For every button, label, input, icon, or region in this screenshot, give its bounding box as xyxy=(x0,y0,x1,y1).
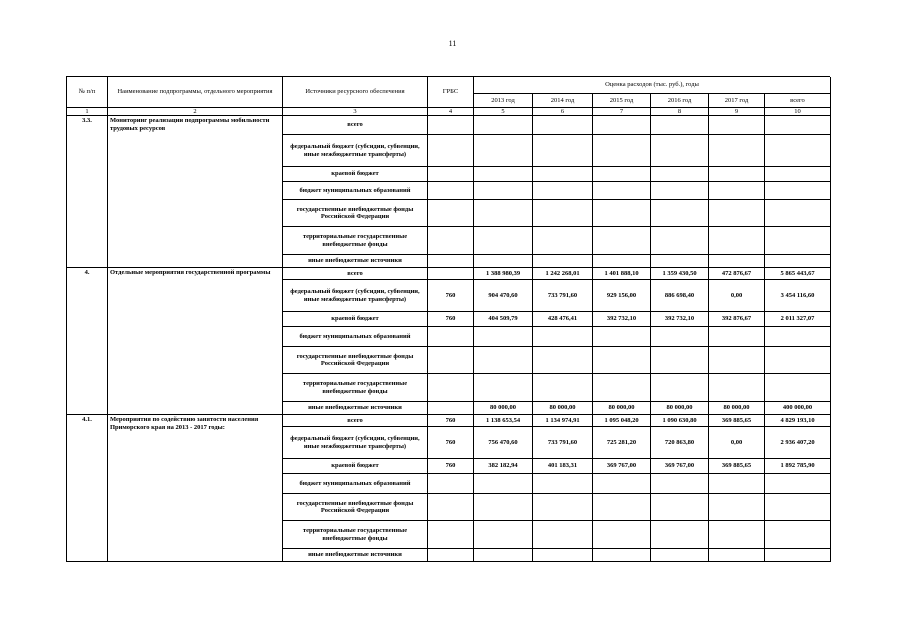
column-number: 3 xyxy=(283,108,428,116)
expenditure-table-grid xyxy=(66,76,830,562)
column-number: 5 xyxy=(474,108,533,116)
funding-source: государственные внебюджетные фонды Российской Федерации xyxy=(283,494,428,521)
header-total: всего xyxy=(765,94,831,108)
amount-cell xyxy=(765,549,831,562)
funding-source: территориальные государственные внебюджетные фонды xyxy=(283,521,428,549)
amount-cell xyxy=(533,200,593,227)
section-name: Мониторинг реализации подпрограммы мобильности трудовых ресурсов xyxy=(108,116,283,268)
amount-cell xyxy=(593,167,651,182)
amount-cell xyxy=(474,474,533,494)
amount-cell: 904 470,60 xyxy=(474,280,533,312)
amount-cell: 1 134 974,91 xyxy=(533,415,593,427)
funding-source: государственные внебюджетные фонды Российской Федерации xyxy=(283,347,428,374)
amount-cell: 2 011 327,07 xyxy=(765,312,831,327)
amount-cell xyxy=(765,255,831,268)
header-year-2014: 2014 год xyxy=(533,94,593,108)
amount-cell: 80 000,00 xyxy=(533,402,593,415)
amount-cell xyxy=(765,327,831,347)
amount-cell xyxy=(474,374,533,402)
amount-cell xyxy=(709,182,765,200)
amount-cell xyxy=(474,521,533,549)
funding-source: бюджет муниципальных образований xyxy=(283,182,428,200)
amount-cell xyxy=(593,116,651,135)
amount-cell xyxy=(533,374,593,402)
section-name: Отдельные мероприятия государственной программы xyxy=(108,268,283,415)
amount-cell: 2 936 407,20 xyxy=(765,427,831,459)
amount-cell xyxy=(651,200,709,227)
grbs-code xyxy=(428,347,474,374)
amount-cell xyxy=(474,227,533,255)
amount-cell: 0,00 xyxy=(709,427,765,459)
amount-cell xyxy=(651,494,709,521)
header-grbs: ГРБС xyxy=(428,77,474,108)
amount-cell: 472 876,67 xyxy=(709,268,765,280)
funding-source: всего xyxy=(283,116,428,135)
amount-cell xyxy=(533,494,593,521)
amount-cell xyxy=(709,200,765,227)
amount-cell: 1 242 268,01 xyxy=(533,268,593,280)
amount-cell xyxy=(593,474,651,494)
amount-cell xyxy=(533,549,593,562)
amount-cell: 392 732,10 xyxy=(593,312,651,327)
header-num: № п/п xyxy=(67,77,108,108)
amount-cell: 733 791,60 xyxy=(533,427,593,459)
amount-cell xyxy=(593,374,651,402)
amount-cell xyxy=(651,116,709,135)
amount-cell: 1 401 888,10 xyxy=(593,268,651,280)
amount-cell xyxy=(709,227,765,255)
grbs-code xyxy=(428,182,474,200)
grbs-code xyxy=(428,135,474,167)
amount-cell xyxy=(709,255,765,268)
amount-cell xyxy=(533,182,593,200)
grbs-code: 760 xyxy=(428,312,474,327)
amount-cell xyxy=(651,347,709,374)
amount-cell xyxy=(651,182,709,200)
expenditure-table xyxy=(66,76,830,562)
amount-cell xyxy=(474,116,533,135)
amount-cell xyxy=(533,474,593,494)
amount-cell: 369 767,00 xyxy=(593,459,651,474)
column-number: 8 xyxy=(651,108,709,116)
funding-source: иные внебюджетные источники xyxy=(283,549,428,562)
amount-cell xyxy=(765,116,831,135)
amount-cell xyxy=(474,347,533,374)
amount-cell xyxy=(593,327,651,347)
amount-cell: 756 470,60 xyxy=(474,427,533,459)
amount-cell xyxy=(651,549,709,562)
amount-cell xyxy=(593,549,651,562)
amount-cell: 369 767,00 xyxy=(651,459,709,474)
column-number: 10 xyxy=(765,108,831,116)
amount-cell xyxy=(533,135,593,167)
header-year-2016: 2016 год xyxy=(651,94,709,108)
amount-cell xyxy=(593,182,651,200)
section-number: 4.1. xyxy=(67,415,108,562)
funding-source: всего xyxy=(283,268,428,280)
amount-cell: 401 183,31 xyxy=(533,459,593,474)
amount-cell xyxy=(533,347,593,374)
amount-cell xyxy=(593,347,651,374)
grbs-code xyxy=(428,474,474,494)
grbs-code xyxy=(428,402,474,415)
amount-cell: 1 892 785,90 xyxy=(765,459,831,474)
amount-cell: 1 359 430,50 xyxy=(651,268,709,280)
header-year-2013: 2013 год xyxy=(474,94,533,108)
amount-cell xyxy=(709,347,765,374)
amount-cell xyxy=(593,200,651,227)
section-name: Мероприятия по содействию занятости населения Приморского края на 2013 - 2017 годы: xyxy=(108,415,283,562)
grbs-code xyxy=(428,116,474,135)
grbs-code: 760 xyxy=(428,427,474,459)
amount-cell xyxy=(593,227,651,255)
amount-cell xyxy=(651,135,709,167)
grbs-code: 760 xyxy=(428,280,474,312)
amount-cell: 400 000,00 xyxy=(765,402,831,415)
grbs-code: 760 xyxy=(428,459,474,474)
amount-cell xyxy=(474,182,533,200)
amount-cell xyxy=(651,255,709,268)
amount-cell xyxy=(651,374,709,402)
grbs-code xyxy=(428,255,474,268)
amount-cell xyxy=(651,521,709,549)
amount-cell xyxy=(709,167,765,182)
amount-cell xyxy=(765,494,831,521)
funding-source: федеральный бюджет (субсидии, субвенции, иные межбюджетные трансферты) xyxy=(283,427,428,459)
grbs-code xyxy=(428,200,474,227)
funding-source: территориальные государственные внебюджетные фонды xyxy=(283,227,428,255)
amount-cell xyxy=(474,494,533,521)
amount-cell xyxy=(765,474,831,494)
amount-cell xyxy=(651,474,709,494)
grbs-code: 760 xyxy=(428,415,474,427)
funding-source: территориальные государственные внебюджетные фонды xyxy=(283,374,428,402)
column-number: 2 xyxy=(108,108,283,116)
amount-cell: 733 791,60 xyxy=(533,280,593,312)
amount-cell xyxy=(533,327,593,347)
amount-cell: 392 876,67 xyxy=(709,312,765,327)
grbs-code xyxy=(428,549,474,562)
grbs-code xyxy=(428,327,474,347)
amount-cell: 1 138 653,54 xyxy=(474,415,533,427)
header-year-2015: 2015 год xyxy=(593,94,651,108)
grbs-code xyxy=(428,521,474,549)
header-name: Наименование подпрограммы, отдельного мероприятия xyxy=(108,77,283,108)
amount-cell xyxy=(765,347,831,374)
amount-cell: 929 156,00 xyxy=(593,280,651,312)
column-number: 7 xyxy=(593,108,651,116)
funding-source: всего xyxy=(283,415,428,427)
grbs-code xyxy=(428,494,474,521)
amount-cell xyxy=(709,474,765,494)
amount-cell xyxy=(765,374,831,402)
amount-cell xyxy=(709,549,765,562)
amount-cell xyxy=(709,135,765,167)
amount-cell: 428 476,41 xyxy=(533,312,593,327)
amount-cell xyxy=(709,327,765,347)
amount-cell xyxy=(533,116,593,135)
amount-cell: 1 090 630,80 xyxy=(651,415,709,427)
amount-cell xyxy=(709,116,765,135)
section-number: 4. xyxy=(67,268,108,415)
amount-cell xyxy=(533,255,593,268)
funding-source: иные внебюджетные источники xyxy=(283,255,428,268)
amount-cell xyxy=(765,521,831,549)
page-number: 11 xyxy=(448,39,457,48)
amount-cell: 886 698,40 xyxy=(651,280,709,312)
amount-cell: 369 885,65 xyxy=(709,415,765,427)
amount-cell: 404 509,79 xyxy=(474,312,533,327)
grbs-code xyxy=(428,374,474,402)
amount-cell: 392 732,10 xyxy=(651,312,709,327)
amount-cell xyxy=(651,227,709,255)
amount-cell: 80 000,00 xyxy=(593,402,651,415)
funding-source: краевой бюджет xyxy=(283,312,428,327)
amount-cell xyxy=(533,227,593,255)
section-number: 3.3. xyxy=(67,116,108,268)
amount-cell xyxy=(765,200,831,227)
amount-cell: 3 454 116,60 xyxy=(765,280,831,312)
funding-source: федеральный бюджет (субсидии, субвенции, иные межбюджетные трансферты) xyxy=(283,280,428,312)
amount-cell: 369 885,65 xyxy=(709,459,765,474)
amount-cell: 5 865 443,67 xyxy=(765,268,831,280)
amount-cell xyxy=(765,167,831,182)
amount-cell xyxy=(651,327,709,347)
amount-cell: 80 000,00 xyxy=(709,402,765,415)
amount-cell xyxy=(709,521,765,549)
amount-cell: 80 000,00 xyxy=(651,402,709,415)
amount-cell: 80 000,00 xyxy=(474,402,533,415)
amount-cell xyxy=(593,521,651,549)
amount-cell xyxy=(474,549,533,562)
amount-cell xyxy=(474,200,533,227)
funding-source: иные внебюджетные источники xyxy=(283,402,428,415)
amount-cell: 1 095 048,20 xyxy=(593,415,651,427)
funding-source: государственные внебюджетные фонды Российской Федерации xyxy=(283,200,428,227)
amount-cell: 1 388 980,39 xyxy=(474,268,533,280)
header-estimate: Оценка расходов (тыс. руб.), годы xyxy=(474,77,831,94)
amount-cell: 4 829 193,10 xyxy=(765,415,831,427)
amount-cell xyxy=(474,167,533,182)
column-number: 6 xyxy=(533,108,593,116)
header-sources: Источники ресурсного обеспечения xyxy=(283,77,428,108)
funding-source: краевой бюджет xyxy=(283,167,428,182)
amount-cell xyxy=(709,374,765,402)
amount-cell xyxy=(765,227,831,255)
funding-source: краевой бюджет xyxy=(283,459,428,474)
grbs-code xyxy=(428,167,474,182)
amount-cell xyxy=(593,135,651,167)
column-number: 4 xyxy=(428,108,474,116)
amount-cell: 720 863,80 xyxy=(651,427,709,459)
grbs-code xyxy=(428,268,474,280)
amount-cell: 0,00 xyxy=(709,280,765,312)
column-number: 9 xyxy=(709,108,765,116)
amount-cell xyxy=(533,167,593,182)
amount-cell xyxy=(474,135,533,167)
amount-cell xyxy=(765,135,831,167)
amount-cell xyxy=(474,255,533,268)
amount-cell: 725 281,20 xyxy=(593,427,651,459)
amount-cell: 382 182,94 xyxy=(474,459,533,474)
amount-cell xyxy=(593,255,651,268)
amount-cell xyxy=(709,494,765,521)
funding-source: бюджет муниципальных образований xyxy=(283,474,428,494)
amount-cell xyxy=(765,182,831,200)
amount-cell xyxy=(474,327,533,347)
funding-source: бюджет муниципальных образований xyxy=(283,327,428,347)
amount-cell xyxy=(651,167,709,182)
funding-source: федеральный бюджет (субсидии, субвенции, иные межбюджетные трансферты) xyxy=(283,135,428,167)
amount-cell xyxy=(533,521,593,549)
amount-cell xyxy=(593,494,651,521)
grbs-code xyxy=(428,227,474,255)
header-year-2017: 2017 год xyxy=(709,94,765,108)
column-number: 1 xyxy=(67,108,108,116)
